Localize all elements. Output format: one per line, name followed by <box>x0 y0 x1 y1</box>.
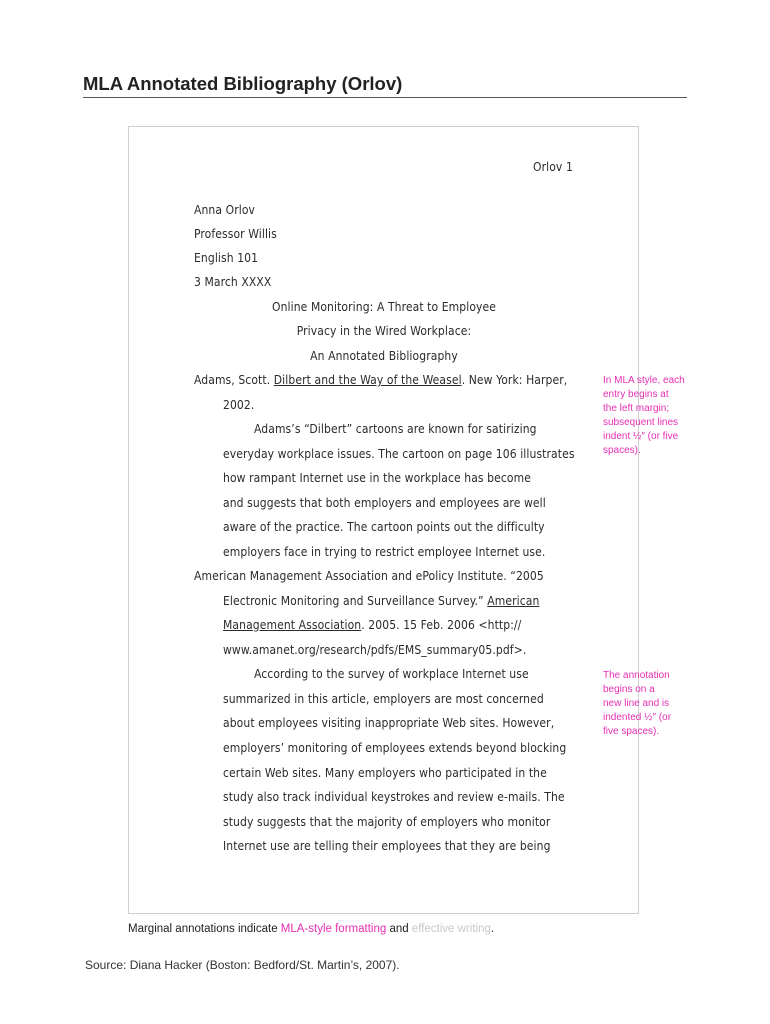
page-title: MLA Annotated Bibliography (Orlov) <box>83 73 403 94</box>
note-line: spaces). <box>603 445 641 456</box>
annotation-line: Internet use are telling their employees that they are being <box>223 839 551 853</box>
note-line: the left margin; <box>603 403 670 414</box>
note-line: begins on a <box>603 684 655 695</box>
entry-author: Adams, Scott. <box>194 373 274 387</box>
note-line: subsequent lines <box>603 417 679 428</box>
note-line: five spaces). <box>603 726 660 737</box>
paper-title-line: Online Monitoring: A Threat to Employee <box>271 300 497 314</box>
entry-publication: . New York: Harper, <box>461 373 568 387</box>
annotation-line: employers face in trying to restrict employee Internet use. <box>223 545 546 559</box>
annotation-line: everyday workplace issues. The cartoon on page 106 illustrates <box>223 447 575 461</box>
annotation-line: employers’ monitoring of employees extends beyond blocking <box>223 741 567 755</box>
entry-site-title: American <box>487 594 540 608</box>
note-line: new line and is <box>603 698 670 709</box>
bib-entry-adams <box>194 373 567 387</box>
entry-url: www.amanet.org/research/pdfs/EMS_summary05.pdf>. <box>223 643 527 657</box>
annotation-line: Adams’s “Dilbert” cartoons are known for satirizing <box>254 422 537 436</box>
annotation-line: study suggests that the majority of employers who monitor <box>223 815 551 829</box>
entry-site-title: Management Association <box>223 618 362 632</box>
margin-note-annotation-indent <box>603 669 693 739</box>
note-line: indented ½″ (or <box>603 712 672 723</box>
entry-year: 2002. <box>223 398 255 412</box>
note-line: The annotation <box>603 670 670 681</box>
instructor-name: Professor Willis <box>194 227 277 241</box>
entry-book-title: Dilbert and the Way of the Weasel <box>273 373 462 387</box>
source-citation: Source: Diana Hacker (Boston: Bedford/St. Martin’s, 2007). <box>85 958 400 972</box>
course-name: English 101 <box>194 251 259 265</box>
annotation-line: summarized in this article, employers are most concerned <box>223 692 544 706</box>
caption-effective: effective writing <box>411 923 491 935</box>
page-number: Orlov 1 <box>533 160 573 174</box>
annotation-line: study also track individual keystrokes and review e-mails. The <box>223 790 565 804</box>
figure-caption <box>128 923 494 935</box>
entry-article-title: Electronic Monitoring and Surveillance Survey.” <box>223 594 488 608</box>
margin-note-entry-format <box>603 374 693 458</box>
caption-suffix: . <box>490 923 495 935</box>
paper-title-line: An Annotated Bibliography <box>310 349 458 363</box>
annotation-line: how rampant Internet use in the workplace has become <box>223 471 531 485</box>
entry-dates: . 2005. 15 Feb. 2006 <http:// <box>361 618 522 632</box>
entry-line <box>223 618 521 632</box>
bib-entry-ama: American Management Association and ePolicy Institute. “2005 <box>194 569 544 583</box>
date-line: 3 March XXXX <box>194 275 272 289</box>
note-line: In MLA style, each <box>603 375 685 386</box>
title-divider <box>83 97 687 98</box>
caption-prefix: Marginal annotations indicate <box>128 923 281 935</box>
student-name: Anna Orlov <box>194 203 256 217</box>
paper-title-line: Privacy in the Wired Workplace: <box>296 324 472 338</box>
caption-mid: and <box>386 923 412 935</box>
annotation-line: and suggests that both employers and employees are well <box>223 496 546 510</box>
note-line: indent ½″ (or five <box>603 431 679 442</box>
annotation-line: certain Web sites. Many employers who participated in the <box>223 766 547 780</box>
annotation-line: aware of the practice. The cartoon points out the difficulty <box>223 520 545 534</box>
entry-line <box>223 594 539 608</box>
annotation-line: about employees visiting inappropriate Web sites. However, <box>223 716 555 730</box>
annotation-line: According to the survey of workplace Internet use <box>254 667 529 681</box>
note-line: entry begins at <box>603 389 669 400</box>
caption-mla: MLA-style formatting <box>280 923 387 935</box>
